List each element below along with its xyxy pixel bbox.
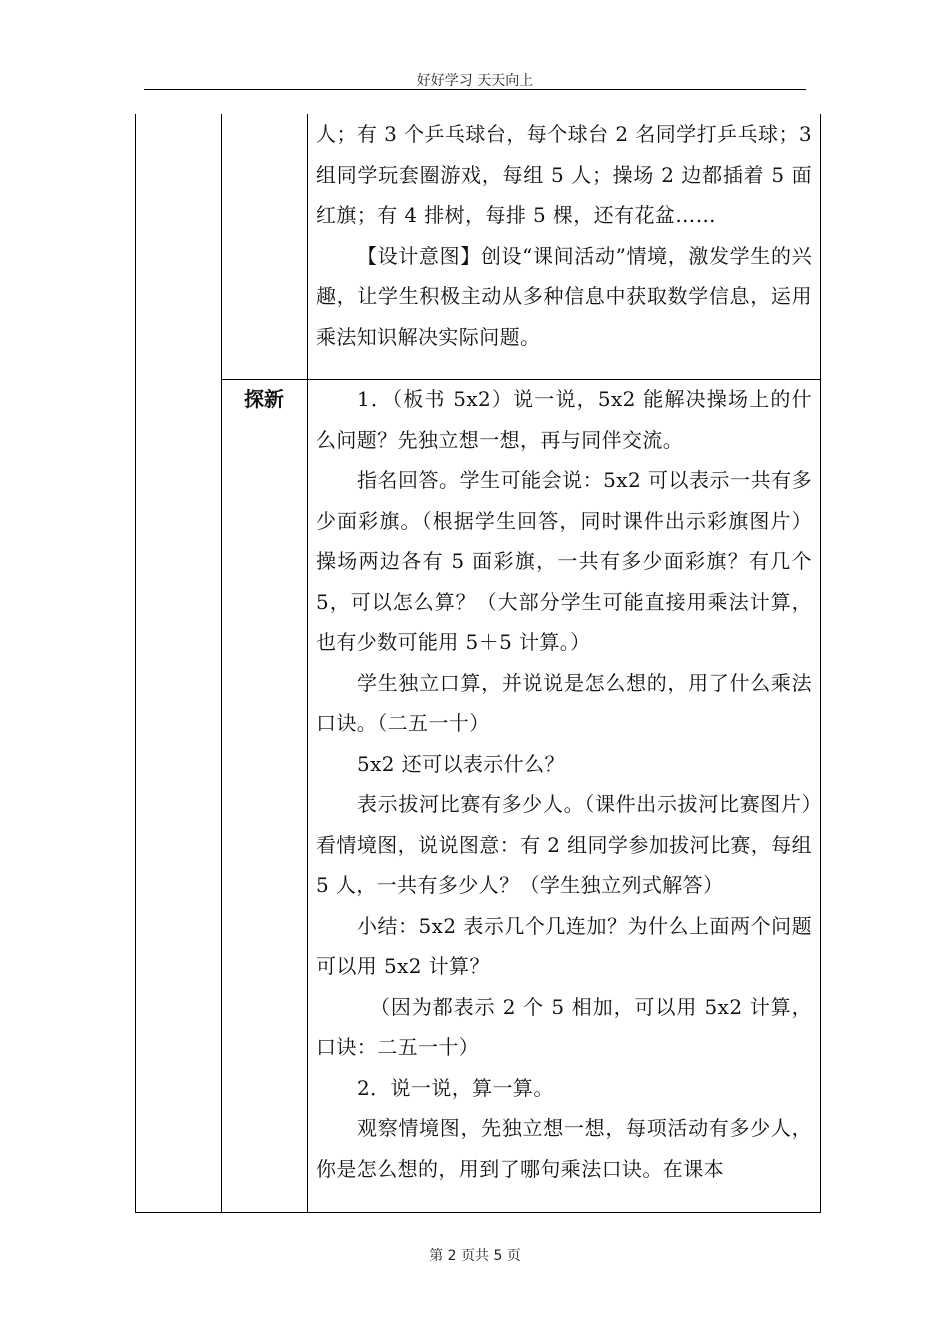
- table-border-left: [135, 114, 136, 1213]
- page-header: 好好学习 天天向上: [416, 73, 534, 89]
- top-content-cell: [307, 114, 820, 357]
- paragraph: 小结：5x2 表示几个几连加？为什么上面两个问题可以用 5x2 计算？: [316, 913, 812, 978]
- paragraph: （因为都表示 2 个 5 相加，可以用 5x2 计算，口诀：二五一十）: [316, 994, 812, 1059]
- paragraph: 表示拔河比赛有多少人。（课件出示拔河比赛图片）看情境图，说说图意：有 2 组同学参加拔河比赛，每组 5 人，一共有多少人？（学生独立列式解答）: [316, 792, 812, 897]
- paragraph: 1．（板书 5x2）说一说，5x2 能解决操场上的什么问题？先独立想一想，再与同伴交流。: [316, 387, 812, 452]
- header-rule: [144, 89, 806, 90]
- section-label: 探新: [244, 387, 284, 411]
- paragraph: 5x2 还可以表示什么？: [357, 751, 565, 776]
- table-border-bottom: [135, 1212, 820, 1213]
- paragraph: 人；有 3 个乒乓球台，每个球台 2 名同学打乒乓球；3 组同学玩套圈游戏，每组 5 人；操场 2 边都插着 5 面红旗；有 4 排树，每排 5 棵，还有花盆……: [316, 122, 812, 227]
- main-content-cell: [307, 379, 820, 1189]
- table-border-right: [820, 114, 821, 1213]
- paragraph: 观察情境图，先独立想一想，每项活动有多少人，你是怎么想的，用到了哪句乘法口诀。在课本: [316, 1116, 812, 1181]
- design-intent-paragraph: 【设计意图】创设“课间活动”情境，激发学生的兴趣，让学生积极主动从多种信息中获取数学信息，运用乘法知识解决实际问题。: [316, 243, 812, 349]
- page-footer: 第 2 页共 5 页: [429, 1248, 521, 1264]
- table-column-divider-1: [221, 114, 222, 1213]
- paragraph: 指名回答。学生可能会说：5x2 可以表示一共有多少面彩旗。（根据学生回答，同时课件出示彩旗图片）操场两边各有 5 面彩旗，一共有多少面彩旗？有几个 5，可以怎么算？（大部分学生可能直接用乘法计算，也有少数可能用 5＋5 计算。）: [316, 468, 812, 654]
- paragraph: 学生独立口算，并说说是怎么想的，用了什么乘法口诀。（二五一十）: [316, 670, 812, 735]
- paragraph: 2．说一说，算一算。: [357, 1075, 554, 1100]
- lesson-table: [135, 114, 820, 1213]
